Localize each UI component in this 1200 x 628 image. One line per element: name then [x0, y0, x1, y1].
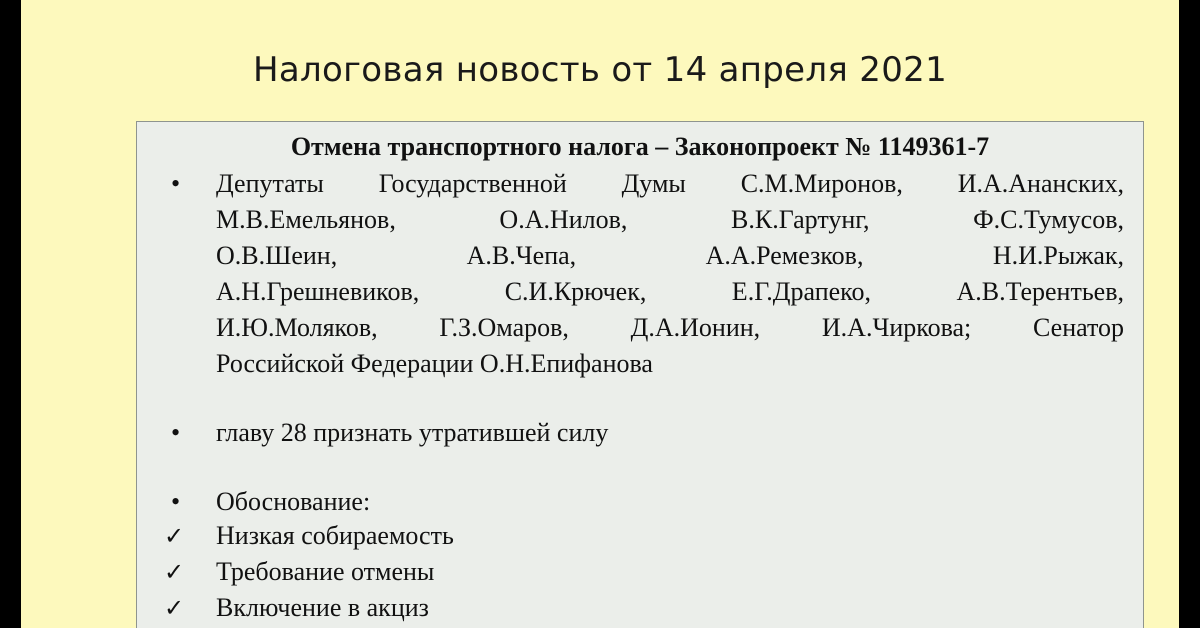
bill-heading: Отмена транспортного налога – Законопроект № 1149361-7 [290, 132, 990, 161]
check-icon: ✓ [164, 594, 185, 622]
content-box [136, 121, 1144, 628]
check-icon: ✓ [164, 522, 185, 550]
rationale-item: Включение в акциз [216, 593, 429, 622]
slide [21, 0, 1179, 628]
bullet-marker: • [171, 487, 181, 516]
authors-line: Депутаты Государственной Думы С.М.Миронов, И.А.Ананских, [216, 169, 1124, 198]
proposal-text: главу 28 признать утратившей силу [216, 418, 609, 447]
bullet-marker: • [171, 418, 181, 447]
authors-line: О.В.Шеин, А.В.Чепа, А.А.Ремезков, Н.И.Рыжак, [216, 241, 1124, 270]
authors-line: Российской Федерации О.Н.Епифанова [216, 349, 653, 378]
rationale-item: Низкая собираемость [216, 521, 454, 550]
rationale-item: Требование отмены [216, 557, 435, 586]
bullet-marker: • [171, 169, 181, 198]
rationale-label: Обоснование: [216, 487, 371, 516]
authors-line: И.Ю.Моляков, Г.З.Омаров, Д.А.Ионин, И.А.Чиркова; Сенатор [216, 313, 1124, 342]
slide-title: Налоговая новость от 14 апреля 2021 [252, 50, 948, 90]
authors-line: М.В.Емельянов, О.А.Нилов, В.К.Гартунг, Ф.С.Тумусов, [216, 205, 1124, 234]
authors-line: А.Н.Грешневиков, С.И.Крючек, Е.Г.Драпеко, А.В.Терентьев, [216, 277, 1124, 306]
check-icon: ✓ [164, 558, 185, 586]
